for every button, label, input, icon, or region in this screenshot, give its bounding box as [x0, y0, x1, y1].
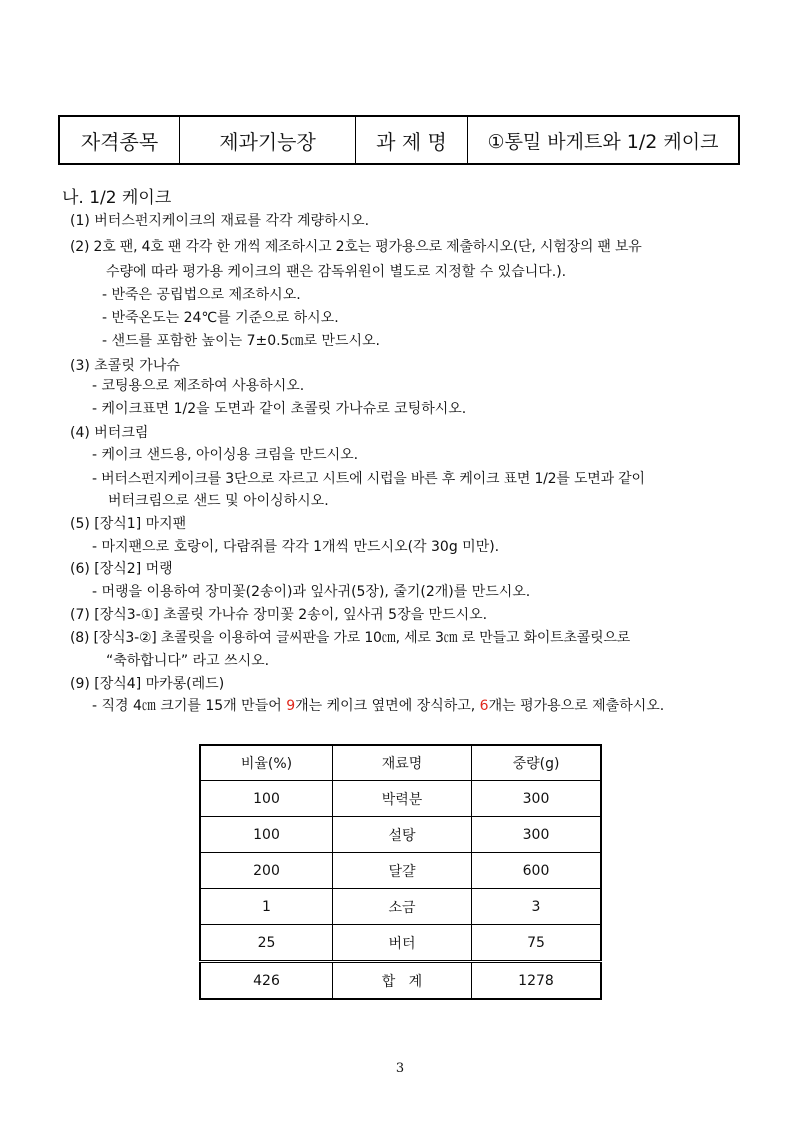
ratio-cell: 25 [200, 925, 333, 962]
table-header-row [200, 745, 601, 781]
total-label-cell: 합 계 [333, 962, 472, 1000]
instruction-line: - 머랭을 이용하여 장미꽃(2송이)과 잎사귀(5장), 줄기(2개)를 만드시오. [92, 584, 531, 600]
instruction-line: 버터크림으로 샌드 및 아이싱하시오. [108, 493, 329, 509]
header-table [58, 115, 740, 165]
instruction-line: - 반죽온도는 24℃를 기준으로 하시오. [102, 310, 339, 326]
instruction-line [92, 696, 664, 716]
page-number: 3 [395, 1061, 405, 1076]
weight-cell: 3 [472, 889, 602, 925]
header-label-subject: 자격종목 [59, 116, 180, 164]
ratio-cell: 100 [200, 781, 333, 817]
column-header: 중량(g) [472, 745, 602, 781]
recipe-table [199, 744, 602, 1000]
ingredient-cell: 박력분 [333, 781, 472, 817]
instruction-line: (8) [장식3-②] 초콜릿을 이용하여 글씨판을 가로 10㎝, 세로 3㎝ 로 만들고 화이트초콜릿으로 [70, 630, 631, 646]
weight-cell: 75 [472, 925, 602, 962]
table-row [200, 781, 601, 817]
table-row [200, 925, 601, 962]
instruction-line: - 샌드를 포함한 높이는 7±0.5㎝로 만드시오. [102, 333, 380, 349]
instruction-line: (4) 버터크림 [70, 425, 149, 441]
ingredient-cell: 소금 [333, 889, 472, 925]
highlight-number: 6 [479, 698, 489, 714]
ingredient-cell: 버터 [333, 925, 472, 962]
instruction-text: 개는 케이크 옆면에 장식하고, [295, 698, 480, 714]
instruction-line: - 케이크 샌드용, 아이싱용 크림을 만드시오. [92, 447, 359, 463]
ingredient-cell: 설탕 [333, 817, 472, 853]
weight-cell: 300 [472, 817, 602, 853]
instruction-line: (1) 버터스펀지케이크의 재료를 각각 계량하시오. [70, 213, 370, 229]
instruction-line: - 반죽은 공립법으로 제조하시오. [102, 287, 301, 303]
table-row [200, 817, 601, 853]
total-ratio-cell: 426 [200, 962, 333, 1000]
instruction-line: - 버터스펀지케이크를 3단으로 자르고 시트에 시럽을 바른 후 케이크 표면 1/2를 도면과 같이 [92, 471, 645, 487]
header-label-task: 과 제 명 [356, 116, 468, 164]
ratio-cell: 1 [200, 889, 333, 925]
header-value-subject: 제과기능장 [180, 116, 356, 164]
weight-cell: 300 [472, 781, 602, 817]
instruction-text: 개는 평가용으로 제출하시오. [488, 698, 665, 714]
ratio-cell: 200 [200, 853, 333, 889]
column-header: 비율(%) [200, 745, 333, 781]
instruction-line: - 코팅용으로 제조하여 사용하시오. [92, 378, 305, 394]
ratio-cell: 100 [200, 817, 333, 853]
header-value-task: ①통밀 바게트와 1/2 케이크 [468, 116, 740, 164]
instruction-line: (7) [장식3-①] 초콜릿 가나슈 장미꽃 2송이, 잎사귀 5장을 만드시오. [70, 607, 488, 623]
instruction-line: - 마지팬으로 호랑이, 다람쥐를 각각 1개씩 만드시오(각 30g 미만). [92, 539, 500, 555]
instruction-text: - 직경 4㎝ 크기를 15개 만들어 [92, 698, 287, 714]
table-row [200, 853, 601, 889]
instruction-line: (3) 초콜릿 가나슈 [70, 358, 180, 374]
instruction-line: (6) [장식2] 머랭 [70, 561, 173, 577]
column-header: 재료명 [333, 745, 472, 781]
ingredient-cell: 달걀 [333, 853, 472, 889]
instruction-line: - 케이크표면 1/2을 도면과 같이 초콜릿 가나슈로 코팅하시오. [92, 401, 467, 417]
section-title: 나. 1/2 케이크 [62, 188, 172, 208]
instruction-line: 수량에 따라 평가용 케이크의 팬은 감독위원이 별도로 지정할 수 있습니다.). [106, 264, 567, 280]
instruction-line: (9) [장식4] 마카롱(레드) [70, 676, 225, 692]
weight-cell: 600 [472, 853, 602, 889]
table-total-row [200, 962, 601, 1000]
instruction-line: (5) [장식1] 마지팬 [70, 516, 187, 532]
table-row [200, 889, 601, 925]
total-weight-cell: 1278 [472, 962, 602, 1000]
highlight-number: 9 [286, 698, 296, 714]
instruction-line: “축하합니다” 라고 쓰시오. [106, 653, 270, 669]
instruction-line: (2) 2호 팬, 4호 팬 각각 한 개씩 제조하시고 2호는 평가용으로 제출하시오(단, 시험장의 팬 보유 [70, 239, 642, 255]
